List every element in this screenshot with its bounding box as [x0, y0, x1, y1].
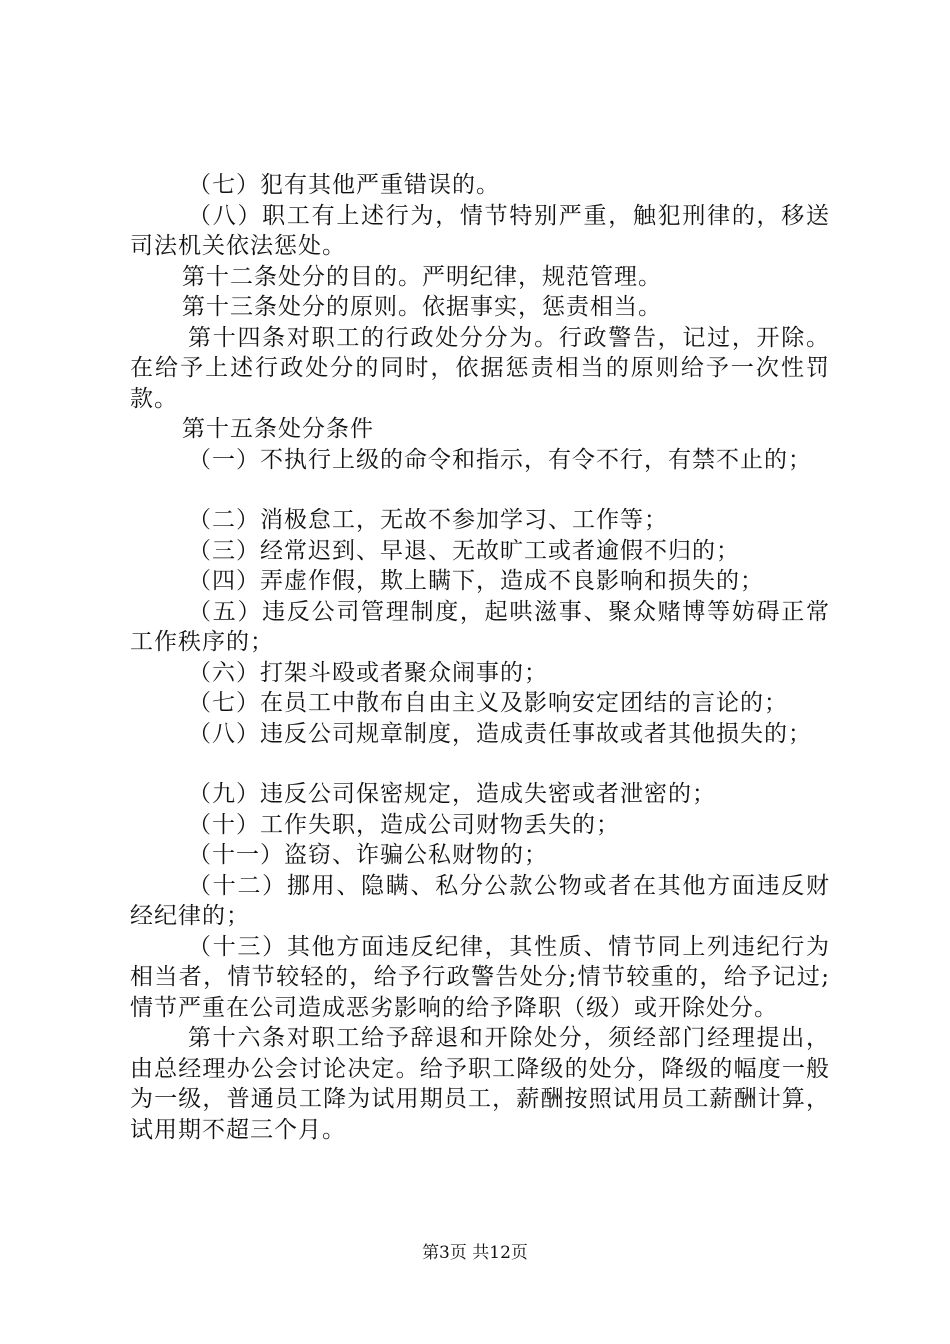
paragraph: 第十六条对职工给予辞退和开除处分，须经部门经理提出，由总经理办公会讨论决定。给予职工降级的处分，降级的幅度一般为一级，普通员工降为试用期员工，薪酬按照试用员工薪酬计算，试用期不超三个月。 [130, 1025, 830, 1143]
paragraph: 第十五条处分条件 [182, 416, 374, 442]
paragraph: （七）犯有其他严重错误的。 [188, 172, 500, 198]
paragraph: （九）违反公司保密规定，造成失密或者泄密的； [188, 781, 716, 807]
paragraph: （十）工作失职，造成公司财物丢失的； [188, 811, 620, 838]
paragraph: （十一）盗窃、诈骗公私财物的； [188, 842, 548, 868]
paragraph: （六）打架斗殴或者聚众闹事的； [188, 659, 548, 686]
paragraph: （十三）其他方面违反纪律，其性质、情节同上列违纪行为相当者，情节较轻的，给予行政警告处分;情节较重的，给予记过;情节严重在公司造成恶劣影响的给予降职（级）或开除处分。 [130, 933, 830, 1021]
blank-line [130, 475, 830, 505]
paragraph: 第十二条处分的目的。严明纪律，规范管理。 [182, 263, 662, 290]
paragraph: （七）在员工中散布自由主义及影响安定团结的言论的； [188, 690, 788, 716]
page-number-footer: 第3页 共12页 [422, 1243, 528, 1263]
paragraph: （四）弄虚作假，欺上瞒下，造成不良影响和损失的； [188, 568, 764, 594]
paragraph: （十二）挪用、隐瞒、私分公款公物或者在其他方面违反财经纪律的； [130, 872, 830, 929]
paragraph: 第十三条处分的原则。依据事实，惩责相当。 [182, 294, 662, 320]
paragraph: （五）违反公司管理制度，起哄滋事、聚众赌博等妨碍正常工作秩序的； [130, 598, 830, 655]
blank-line [130, 749, 830, 779]
paragraph: 第十四条对职工的行政处分分为。行政警告，记过，开除。在给予上述行政处分的同时，依据惩责相当的原则给予一次性罚款。 [130, 324, 830, 412]
paragraph: （八）职工有上述行为，情节特别严重，触犯刑律的，移送司法机关依法惩处。 [130, 202, 830, 259]
paragraph: （二）消极怠工，无故不参加学习、工作等； [188, 507, 668, 533]
paragraph: （八）违反公司规章制度，造成责任事故或者其他损失的； [188, 720, 812, 747]
paragraph: （三）经常迟到、早退、无故旷工或者逾假不归的； [188, 537, 740, 564]
paragraph: （一）不执行上级的命令和指示，有令不行，有禁不止的； [188, 446, 812, 473]
document-body [130, 170, 830, 1145]
